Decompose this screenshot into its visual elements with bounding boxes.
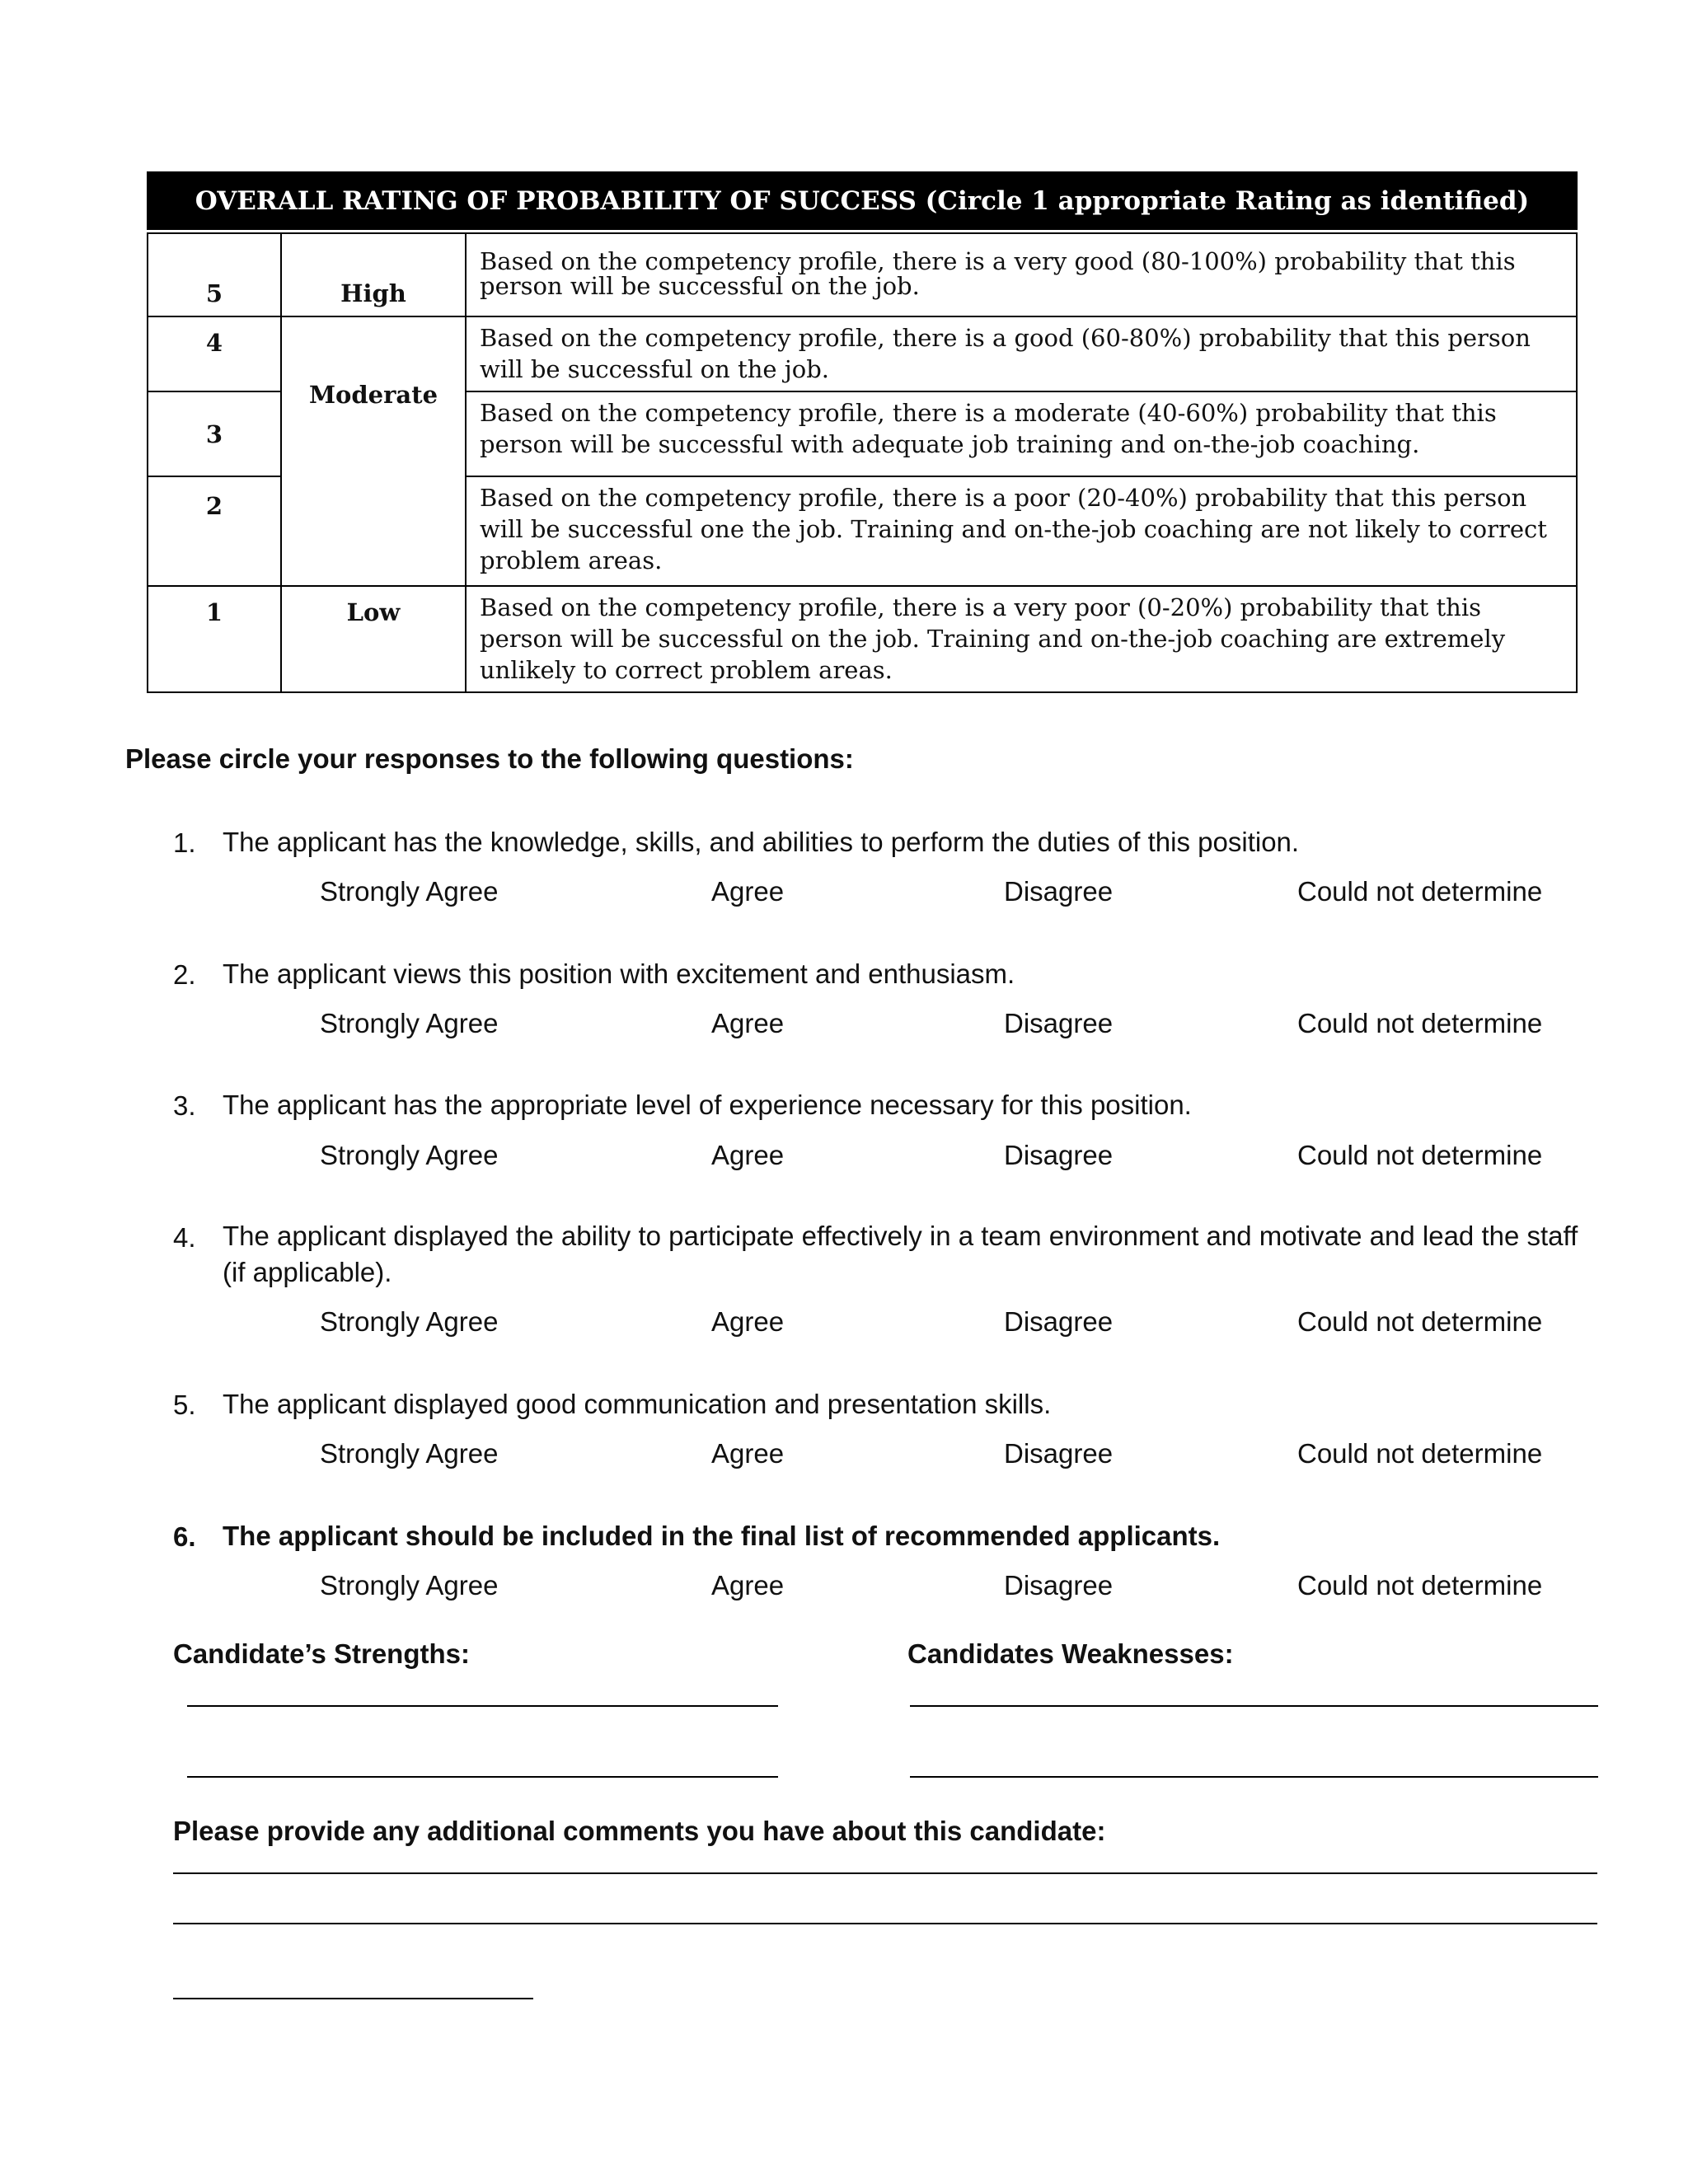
- question-number: 6.: [173, 1521, 196, 1552]
- question-text: The applicant has the knowledge, skills, and abilities to perform the duties of this position.: [223, 827, 1300, 857]
- question-text: The applicant displayed the ability to participate effectively in a team environment and motivate and lead the staff (if applicable).: [223, 1221, 1578, 1287]
- weaknesses-line-1[interactable]: [910, 1705, 1598, 1707]
- option-disagree[interactable]: Disagree: [1004, 1306, 1114, 1337]
- moderate-label: Moderate: [308, 381, 438, 409]
- question-text: The applicant has the appropriate level of experience necessary for this position.: [223, 1090, 1192, 1120]
- rating-description: Based on the competency profile, there is a moderate (40-60%) probability that this person will be successful with adequate job training and on-the-job coaching.: [466, 391, 1577, 476]
- question-number: 2.: [173, 959, 196, 990]
- option-strongly-agree[interactable]: Strongly Agree: [320, 876, 499, 907]
- option-strongly-agree[interactable]: Strongly Agree: [320, 1140, 499, 1170]
- instructions: Please circle your responses to the following questions:: [125, 743, 854, 774]
- option-agree[interactable]: Agree: [711, 1008, 785, 1038]
- option-disagree[interactable]: Disagree: [1004, 876, 1114, 907]
- question-number: 5.: [173, 1390, 196, 1420]
- weaknesses-line-2[interactable]: [910, 1776, 1598, 1778]
- option-could-not-determine[interactable]: Could not determine: [1297, 1306, 1543, 1337]
- weaknesses-label: Candidates Weaknesses:: [907, 1638, 1234, 1669]
- option-disagree[interactable]: Disagree: [1004, 1140, 1114, 1170]
- option-strongly-agree[interactable]: Strongly Agree: [320, 1306, 499, 1337]
- question-number: 4.: [173, 1222, 196, 1253]
- rating-row-1: [148, 586, 1577, 692]
- option-could-not-determine[interactable]: Could not determine: [1297, 1570, 1543, 1601]
- question-text: The applicant should be included in the final list of recommended applicants.: [223, 1521, 1221, 1551]
- option-could-not-determine[interactable]: Could not determine: [1297, 1140, 1543, 1170]
- option-strongly-agree[interactable]: Strongly Agree: [320, 1570, 499, 1601]
- rating-level-low: Low: [281, 586, 466, 692]
- rating-table: [147, 171, 1578, 693]
- question-number: 3.: [173, 1090, 196, 1121]
- option-agree[interactable]: Agree: [711, 1438, 785, 1469]
- rating-row-5: [148, 233, 1577, 316]
- rating-score[interactable]: 3: [148, 391, 281, 476]
- rating-score[interactable]: 5: [148, 233, 281, 316]
- option-agree[interactable]: Agree: [711, 1140, 785, 1170]
- option-agree[interactable]: Agree: [711, 1570, 785, 1601]
- strengths-line-2[interactable]: [187, 1776, 778, 1778]
- rating-table-title: OVERALL RATING OF PROBABILITY OF SUCCESS (Circle 1 appropriate Rating as identified): [148, 172, 1577, 229]
- strengths-label: Candidate’s Strengths:: [173, 1638, 470, 1669]
- rating-level-high: High: [281, 233, 466, 316]
- question-text: The applicant views this position with excitement and enthusiasm.: [223, 958, 1015, 989]
- option-could-not-determine[interactable]: Could not determine: [1297, 876, 1543, 907]
- comments-line-1[interactable]: [173, 1872, 1597, 1874]
- rating-level-moderate: [281, 316, 466, 586]
- rating-row-4: [148, 316, 1577, 391]
- option-disagree[interactable]: Disagree: [1004, 1008, 1114, 1038]
- question-text: The applicant displayed good communication and presentation skills.: [223, 1389, 1052, 1419]
- rating-description: Based on the competency profile, there is a very poor (0-20%) probability that this person will be successful on the job. Training and on-the-job coaching are extremely unlikely to correct problem areas.: [466, 586, 1577, 692]
- rating-score[interactable]: 2: [148, 476, 281, 586]
- rating-description: Based on the competency profile, there is a poor (20-40%) probability that this person will be successful one the job. Training and on-the-job coaching are not likely to correct problem areas.: [466, 476, 1577, 586]
- rating-description: Based on the competency profile, there is a good (60-80%) probability that this person will be successful on the job.: [466, 316, 1577, 391]
- comments-label: Please provide any additional comments you have about this candidate:: [173, 1816, 1106, 1846]
- option-could-not-determine[interactable]: Could not determine: [1297, 1008, 1543, 1038]
- question-number: 1.: [173, 827, 196, 858]
- option-disagree[interactable]: Disagree: [1004, 1438, 1114, 1469]
- option-could-not-determine[interactable]: Could not determine: [1297, 1438, 1543, 1469]
- option-disagree[interactable]: Disagree: [1004, 1570, 1114, 1601]
- option-agree[interactable]: Agree: [711, 1306, 785, 1337]
- option-strongly-agree[interactable]: Strongly Agree: [320, 1008, 499, 1038]
- option-agree[interactable]: Agree: [711, 876, 785, 907]
- comments-line-3[interactable]: [173, 1998, 533, 1999]
- rating-score[interactable]: 1: [148, 586, 281, 692]
- option-strongly-agree[interactable]: Strongly Agree: [320, 1438, 499, 1469]
- rating-score[interactable]: 4: [148, 316, 281, 391]
- strengths-line-1[interactable]: [187, 1705, 778, 1707]
- rating-description: Based on the competency profile, there is a very good (80-100%) probability that this person will be successful on the job.: [466, 233, 1577, 316]
- comments-line-2[interactable]: [173, 1923, 1597, 1924]
